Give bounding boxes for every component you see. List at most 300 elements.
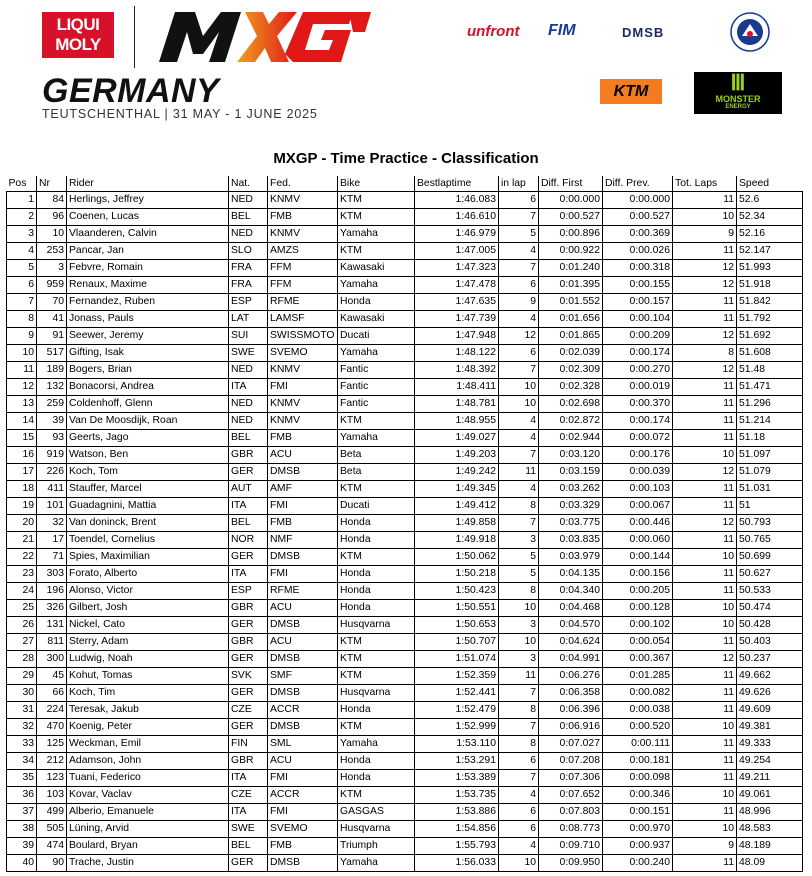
cell-tot-laps: 11: [673, 531, 737, 548]
cell-nat: BEL: [229, 429, 268, 446]
cell-tot-laps: 11: [673, 667, 737, 684]
cell-diff-prev: 0:00.367: [603, 650, 673, 667]
cell-tot-laps: 10: [673, 786, 737, 803]
cell-speed: 51.48: [737, 361, 803, 378]
cell-nr: 224: [37, 701, 67, 718]
cell-diff-first: 0:03.262: [539, 480, 603, 497]
cell-tot-laps: 10: [673, 599, 737, 616]
cell-bike: Honda: [338, 769, 415, 786]
cell-nat: NED: [229, 225, 268, 242]
cell-nat: AUT: [229, 480, 268, 497]
cell-diff-first: 0:09.710: [539, 837, 603, 854]
cell-bike: Honda: [338, 565, 415, 582]
cell-rider: Seewer, Jeremy: [67, 327, 229, 344]
cell-in-lap: 8: [499, 582, 539, 599]
cell-bike: Beta: [338, 446, 415, 463]
cell-nr: 101: [37, 497, 67, 514]
cell-bestlaptime: 1:50.062: [415, 548, 499, 565]
cell-diff-first: 0:00.896: [539, 225, 603, 242]
cell-diff-prev: 0:01.285: [603, 667, 673, 684]
cell-diff-first: 0:01.865: [539, 327, 603, 344]
cell-bike: KTM: [338, 786, 415, 803]
cell-rider: Koch, Tim: [67, 684, 229, 701]
cell-fed: FMB: [268, 208, 338, 225]
cell-bike: Husqvarna: [338, 684, 415, 701]
cell-diff-prev: 0:00.174: [603, 344, 673, 361]
cell-nat: GBR: [229, 599, 268, 616]
cell-nr: 411: [37, 480, 67, 497]
cell-pos: 14: [7, 412, 37, 429]
cell-diff-prev: 0:00.157: [603, 293, 673, 310]
cell-diff-prev: 0:00.176: [603, 446, 673, 463]
cell-speed: 50.428: [737, 616, 803, 633]
cell-nat: ESP: [229, 582, 268, 599]
cell-fed: SWISSMOTO: [268, 327, 338, 344]
cell-fed: NMF: [268, 531, 338, 548]
cell-nat: GER: [229, 548, 268, 565]
cell-bike: KTM: [338, 208, 415, 225]
liqui-moly-logo: [42, 12, 114, 58]
cell-nat: SWE: [229, 344, 268, 361]
cell-diff-prev: 0:00.067: [603, 497, 673, 514]
cell-in-lap: 7: [499, 361, 539, 378]
cell-fed: FMB: [268, 429, 338, 446]
cell-diff-first: 0:04.570: [539, 616, 603, 633]
cell-nr: 517: [37, 344, 67, 361]
cell-fed: FMI: [268, 565, 338, 582]
cell-in-lap: 8: [499, 497, 539, 514]
table-row: [7, 616, 803, 633]
cell-in-lap: 6: [499, 276, 539, 293]
cell-bike: Honda: [338, 582, 415, 599]
table-row: [7, 327, 803, 344]
cell-bestlaptime: 1:50.423: [415, 582, 499, 599]
col-pos: Pos: [7, 176, 37, 191]
cell-pos: 9: [7, 327, 37, 344]
cell-rider: Pancar, Jan: [67, 242, 229, 259]
table-row: [7, 412, 803, 429]
table-row: [7, 497, 803, 514]
cell-in-lap: 8: [499, 701, 539, 718]
moly-text: MOLY: [55, 35, 101, 54]
cell-in-lap: 11: [499, 667, 539, 684]
cell-in-lap: 4: [499, 480, 539, 497]
cell-in-lap: 3: [499, 616, 539, 633]
cell-nat: BEL: [229, 837, 268, 854]
cell-nat: NED: [229, 395, 268, 412]
cell-diff-first: 0:06.276: [539, 667, 603, 684]
cell-pos: 15: [7, 429, 37, 446]
cell-nat: FIN: [229, 735, 268, 752]
cell-fed: SML: [268, 735, 338, 752]
table-row: [7, 225, 803, 242]
cell-bestlaptime: 1:50.218: [415, 565, 499, 582]
cell-pos: 34: [7, 752, 37, 769]
cell-nat: ESP: [229, 293, 268, 310]
cell-speed: 49.609: [737, 701, 803, 718]
cell-nr: 71: [37, 548, 67, 565]
col-tot-laps: Tot. Laps: [673, 176, 737, 191]
cell-pos: 5: [7, 259, 37, 276]
cell-diff-first: 0:03.835: [539, 531, 603, 548]
table-row: [7, 191, 803, 208]
header: [0, 0, 812, 148]
cell-diff-prev: 0:00.098: [603, 769, 673, 786]
cell-rider: Renaux, Maxime: [67, 276, 229, 293]
cell-bestlaptime: 1:47.739: [415, 310, 499, 327]
cell-pos: 21: [7, 531, 37, 548]
cell-in-lap: 6: [499, 752, 539, 769]
cell-tot-laps: 12: [673, 650, 737, 667]
cell-rider: Teresak, Jakub: [67, 701, 229, 718]
cell-fed: DMSB: [268, 684, 338, 701]
cell-fed: ACCR: [268, 701, 338, 718]
cell-in-lap: 4: [499, 412, 539, 429]
cell-fed: FFM: [268, 276, 338, 293]
cell-nr: 212: [37, 752, 67, 769]
cell-in-lap: 6: [499, 191, 539, 208]
cell-nr: 96: [37, 208, 67, 225]
cell-diff-first: 0:02.309: [539, 361, 603, 378]
cell-tot-laps: 11: [673, 752, 737, 769]
cell-diff-first: 0:04.340: [539, 582, 603, 599]
cell-nr: 103: [37, 786, 67, 803]
table-row: [7, 344, 803, 361]
cell-bike: Kawasaki: [338, 310, 415, 327]
cell-pos: 18: [7, 480, 37, 497]
cell-bike: KTM: [338, 412, 415, 429]
cell-speed: 52.16: [737, 225, 803, 242]
cell-nat: NED: [229, 412, 268, 429]
table-row: [7, 378, 803, 395]
cell-in-lap: 6: [499, 803, 539, 820]
cell-in-lap: 4: [499, 242, 539, 259]
cell-tot-laps: 11: [673, 395, 737, 412]
cell-in-lap: 7: [499, 769, 539, 786]
cell-fed: ACCR: [268, 786, 338, 803]
cell-bike: Honda: [338, 599, 415, 616]
federation-seal-icon: [730, 12, 770, 52]
cell-pos: 26: [7, 616, 37, 633]
cell-speed: 50.699: [737, 548, 803, 565]
cell-nat: BEL: [229, 514, 268, 531]
monster-energy-logo: Ⅲ MONSTER ENERGY: [694, 72, 782, 114]
cell-fed: KNMV: [268, 361, 338, 378]
cell-tot-laps: 12: [673, 327, 737, 344]
cell-rider: Koenig, Peter: [67, 718, 229, 735]
cell-bestlaptime: 1:47.323: [415, 259, 499, 276]
cell-speed: 49.626: [737, 684, 803, 701]
cell-bike: Kawasaki: [338, 259, 415, 276]
monster-text: MONSTER: [715, 94, 761, 104]
cell-tot-laps: 12: [673, 463, 737, 480]
cell-pos: 31: [7, 701, 37, 718]
cell-pos: 29: [7, 667, 37, 684]
cell-speed: 48.189: [737, 837, 803, 854]
liqui-text: LIQUI: [56, 15, 100, 34]
cell-diff-prev: 0:00.082: [603, 684, 673, 701]
cell-nat: NOR: [229, 531, 268, 548]
cell-fed: DMSB: [268, 650, 338, 667]
cell-speed: 51.031: [737, 480, 803, 497]
cell-diff-prev: 0:00.181: [603, 752, 673, 769]
cell-diff-first: 0:02.698: [539, 395, 603, 412]
cell-rider: Weckman, Emil: [67, 735, 229, 752]
cell-diff-prev: 0:00.270: [603, 361, 673, 378]
cell-tot-laps: 11: [673, 429, 737, 446]
cell-fed: DMSB: [268, 463, 338, 480]
table-row: [7, 667, 803, 684]
cell-diff-first: 0:07.652: [539, 786, 603, 803]
cell-fed: KNMV: [268, 225, 338, 242]
cell-bestlaptime: 1:53.291: [415, 752, 499, 769]
cell-nat: LAT: [229, 310, 268, 327]
cell-tot-laps: 11: [673, 633, 737, 650]
cell-bestlaptime: 1:47.948: [415, 327, 499, 344]
cell-diff-prev: 0:00.155: [603, 276, 673, 293]
cell-diff-prev: 0:00.000: [603, 191, 673, 208]
classification-table: [6, 176, 803, 872]
cell-bestlaptime: 1:49.345: [415, 480, 499, 497]
cell-nat: NED: [229, 191, 268, 208]
cell-speed: 51.079: [737, 463, 803, 480]
cell-rider: Lüning, Arvid: [67, 820, 229, 837]
cell-tot-laps: 11: [673, 565, 737, 582]
cell-nat: BEL: [229, 208, 268, 225]
cell-tot-laps: 11: [673, 497, 737, 514]
cell-bike: Honda: [338, 752, 415, 769]
cell-pos: 25: [7, 599, 37, 616]
cell-pos: 1: [7, 191, 37, 208]
cell-diff-first: 0:01.395: [539, 276, 603, 293]
cell-pos: 37: [7, 803, 37, 820]
cell-bestlaptime: 1:52.999: [415, 718, 499, 735]
cell-diff-first: 0:07.027: [539, 735, 603, 752]
cell-speed: 49.211: [737, 769, 803, 786]
cell-fed: FMI: [268, 803, 338, 820]
cell-diff-first: 0:01.656: [539, 310, 603, 327]
cell-diff-prev: 0:00.937: [603, 837, 673, 854]
col-diff-prev: Diff. Prev.: [603, 176, 673, 191]
cell-pos: 22: [7, 548, 37, 565]
cell-speed: 49.061: [737, 786, 803, 803]
cell-nat: NED: [229, 361, 268, 378]
cell-tot-laps: 12: [673, 361, 737, 378]
cell-tot-laps: 11: [673, 191, 737, 208]
cell-diff-first: 0:02.872: [539, 412, 603, 429]
cell-speed: 51.842: [737, 293, 803, 310]
fim-logo: FIM: [548, 22, 576, 39]
event-subline: TEUTSCHENTHAL | 31 MAY - 1 JUNE 2025: [42, 107, 318, 121]
cell-rider: Van De Moosdijk, Roan: [67, 412, 229, 429]
cell-tot-laps: 11: [673, 701, 737, 718]
cell-pos: 20: [7, 514, 37, 531]
cell-bestlaptime: 1:49.412: [415, 497, 499, 514]
dmsb-logo: DMSB: [622, 25, 665, 40]
unifront-logo: unfront: [467, 23, 520, 40]
cell-rider: Watson, Ben: [67, 446, 229, 463]
cell-pos: 10: [7, 344, 37, 361]
cell-diff-prev: 0:00.072: [603, 429, 673, 446]
cell-speed: 50.237: [737, 650, 803, 667]
cell-diff-prev: 0:00.205: [603, 582, 673, 599]
table-row: [7, 514, 803, 531]
cell-diff-first: 0:06.396: [539, 701, 603, 718]
cell-fed: FMB: [268, 837, 338, 854]
cell-nat: SVK: [229, 667, 268, 684]
cell-fed: AMF: [268, 480, 338, 497]
cell-diff-prev: 0:00.104: [603, 310, 673, 327]
ktm-logo: KTM: [600, 79, 662, 104]
cell-tot-laps: 8: [673, 344, 737, 361]
cell-speed: 50.403: [737, 633, 803, 650]
cell-bestlaptime: 1:52.479: [415, 701, 499, 718]
cell-diff-first: 0:02.039: [539, 344, 603, 361]
cell-fed: AMZS: [268, 242, 338, 259]
cell-nat: GER: [229, 616, 268, 633]
cell-bestlaptime: 1:47.635: [415, 293, 499, 310]
cell-bike: Fantic: [338, 378, 415, 395]
table-row: [7, 650, 803, 667]
cell-pos: 33: [7, 735, 37, 752]
cell-in-lap: 5: [499, 548, 539, 565]
table-row: [7, 310, 803, 327]
cell-diff-prev: 0:00.039: [603, 463, 673, 480]
table-row: [7, 769, 803, 786]
table-row: [7, 276, 803, 293]
cell-bike: Husqvarna: [338, 616, 415, 633]
cell-in-lap: 7: [499, 718, 539, 735]
cell-rider: Nickel, Cato: [67, 616, 229, 633]
event-country: GERMANY: [42, 72, 220, 110]
cell-bike: Ducati: [338, 497, 415, 514]
cell-nr: 132: [37, 378, 67, 395]
cell-nat: ITA: [229, 769, 268, 786]
col-nr: Nr: [37, 176, 67, 191]
cell-diff-prev: 0:00.209: [603, 327, 673, 344]
cell-bestlaptime: 1:47.005: [415, 242, 499, 259]
cell-pos: 7: [7, 293, 37, 310]
cell-rider: Alberio, Emanuele: [67, 803, 229, 820]
cell-in-lap: 5: [499, 225, 539, 242]
cell-pos: 40: [7, 854, 37, 871]
cell-nat: GER: [229, 463, 268, 480]
cell-tot-laps: 11: [673, 684, 737, 701]
cell-nr: 470: [37, 718, 67, 735]
col-bestlaptime: Bestlaptime: [415, 176, 499, 191]
cell-in-lap: 4: [499, 429, 539, 446]
cell-speed: 49.333: [737, 735, 803, 752]
cell-bike: KTM: [338, 633, 415, 650]
cell-fed: SMF: [268, 667, 338, 684]
cell-diff-prev: 0:00.527: [603, 208, 673, 225]
cell-bike: KTM: [338, 650, 415, 667]
cell-tot-laps: 12: [673, 514, 737, 531]
cell-nr: 93: [37, 429, 67, 446]
cell-fed: SVEMO: [268, 344, 338, 361]
col-speed: Speed: [737, 176, 803, 191]
cell-nr: 196: [37, 582, 67, 599]
cell-tot-laps: 11: [673, 412, 737, 429]
cell-nr: 474: [37, 837, 67, 854]
cell-in-lap: 3: [499, 531, 539, 548]
cell-diff-prev: 0:00.144: [603, 548, 673, 565]
cell-nr: 959: [37, 276, 67, 293]
cell-bestlaptime: 1:48.411: [415, 378, 499, 395]
cell-speed: 51.792: [737, 310, 803, 327]
cell-diff-prev: 0:00.346: [603, 786, 673, 803]
cell-bike: KTM: [338, 667, 415, 684]
cell-rider: Tuani, Federico: [67, 769, 229, 786]
col-nat: Nat.: [229, 176, 268, 191]
cell-bestlaptime: 1:49.918: [415, 531, 499, 548]
cell-fed: FMB: [268, 514, 338, 531]
cell-bestlaptime: 1:56.033: [415, 854, 499, 871]
cell-in-lap: 10: [499, 395, 539, 412]
cell-bike: Fantic: [338, 361, 415, 378]
cell-bike: Yamaha: [338, 276, 415, 293]
cell-fed: DMSB: [268, 718, 338, 735]
table-row: [7, 803, 803, 820]
cell-tot-laps: 10: [673, 820, 737, 837]
cell-rider: Forato, Alberto: [67, 565, 229, 582]
cell-speed: 52.34: [737, 208, 803, 225]
cell-diff-prev: 0:00.060: [603, 531, 673, 548]
cell-bike: Yamaha: [338, 225, 415, 242]
cell-pos: 3: [7, 225, 37, 242]
cell-speed: 50.627: [737, 565, 803, 582]
cell-nr: 125: [37, 735, 67, 752]
cell-fed: KNMV: [268, 191, 338, 208]
cell-nat: GER: [229, 684, 268, 701]
cell-speed: 51.18: [737, 429, 803, 446]
table-row: [7, 395, 803, 412]
cell-speed: 49.254: [737, 752, 803, 769]
cell-nat: ITA: [229, 497, 268, 514]
cell-pos: 35: [7, 769, 37, 786]
cell-bike: Honda: [338, 293, 415, 310]
cell-nat: GER: [229, 718, 268, 735]
cell-pos: 4: [7, 242, 37, 259]
cell-bike: Yamaha: [338, 854, 415, 871]
cell-pos: 30: [7, 684, 37, 701]
cell-bike: KTM: [338, 718, 415, 735]
cell-rider: Stauffer, Marcel: [67, 480, 229, 497]
table-header-row: [7, 176, 803, 191]
cell-in-lap: 7: [499, 446, 539, 463]
cell-nat: FRA: [229, 259, 268, 276]
cell-rider: Vlaanderen, Calvin: [67, 225, 229, 242]
cell-nr: 17: [37, 531, 67, 548]
col-rider: Rider: [67, 176, 229, 191]
cell-pos: 11: [7, 361, 37, 378]
cell-fed: LAMSF: [268, 310, 338, 327]
cell-bike: KTM: [338, 480, 415, 497]
cell-diff-prev: 0:00.369: [603, 225, 673, 242]
cell-diff-prev: 0:00.103: [603, 480, 673, 497]
cell-speed: 51.993: [737, 259, 803, 276]
cell-pos: 13: [7, 395, 37, 412]
cell-nr: 45: [37, 667, 67, 684]
cell-rider: Gifting, Isak: [67, 344, 229, 361]
cell-bestlaptime: 1:48.392: [415, 361, 499, 378]
cell-diff-first: 0:01.552: [539, 293, 603, 310]
table-row: [7, 582, 803, 599]
cell-fed: FMI: [268, 378, 338, 395]
cell-bestlaptime: 1:53.110: [415, 735, 499, 752]
cell-bestlaptime: 1:50.653: [415, 616, 499, 633]
cell-bike: Yamaha: [338, 429, 415, 446]
